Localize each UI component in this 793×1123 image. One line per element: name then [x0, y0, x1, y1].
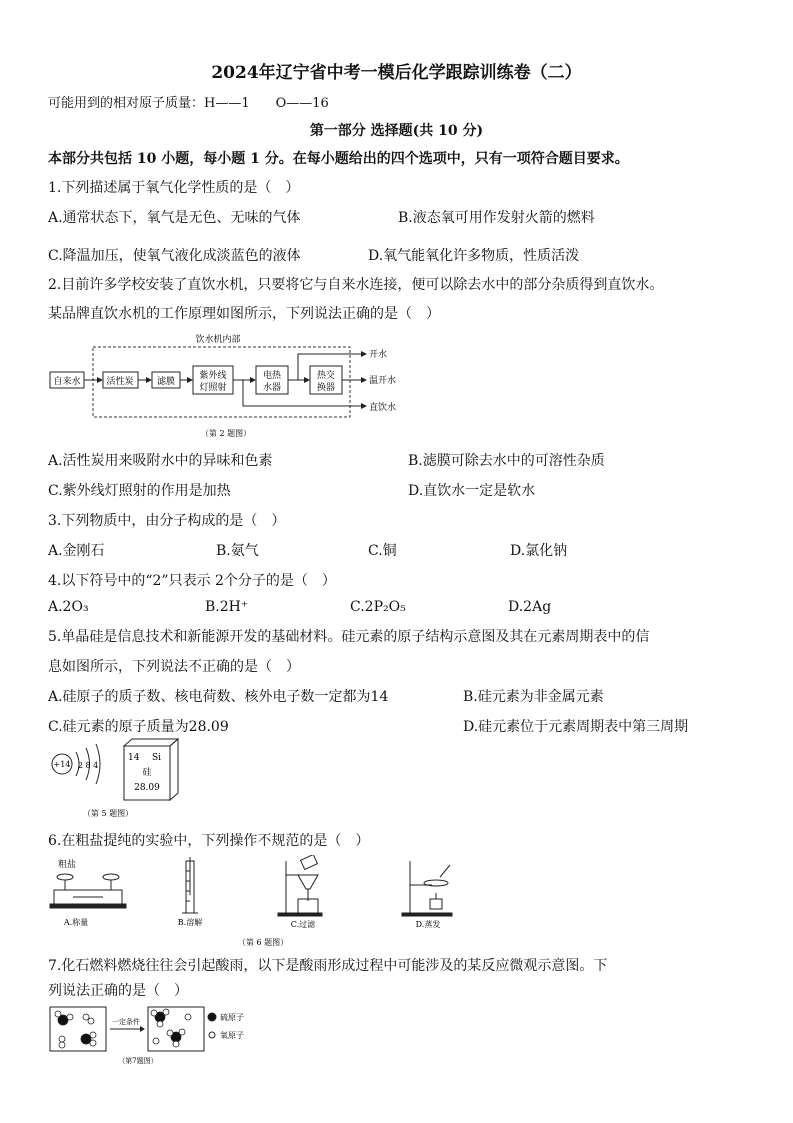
- section-title: 第一部分 选择题(共 10 分): [309, 123, 484, 139]
- q3-option-a: A.金刚石: [48, 543, 105, 559]
- tap-water-label: 自来水: [53, 377, 81, 387]
- q7-stem-line1: 7.化石燃料燃烧往往会引起酸雨，以下是酸雨形成过程中可能涉及的某反应微观示意图。下: [48, 958, 608, 974]
- q2-option-d: D.直饮水一定是软水: [408, 483, 536, 499]
- q4-option-c: C.2P₂O₅: [350, 599, 406, 615]
- q5-option-a: A.硅原子的质子数、核电荷数、核外电子数一定都为14: [48, 689, 389, 705]
- oxygen-legend-label: 氧原子: [220, 1031, 244, 1040]
- q5-option-d: D.硅元素位于元素周期表中第三周期: [463, 719, 689, 735]
- q1-option-b: B.液态氧可用作发射火箭的燃料: [398, 210, 595, 226]
- direct-water-label: 直饮水: [369, 403, 397, 413]
- q3-option-d: D.氯化钠: [510, 543, 568, 559]
- membrane-label: 滤膜: [156, 377, 176, 387]
- carbon-label: 活性炭: [106, 377, 134, 387]
- reaction-condition: 一定条件: [112, 1018, 140, 1026]
- q4-option-a: A.2O₃: [48, 599, 89, 615]
- q5-stem-line1: 5.单晶硅是信息技术和新能源开发的基础材料。硅元素的原子结构示意图及其在元素周期表中的信: [48, 629, 650, 645]
- element-symbol: Si: [152, 753, 162, 763]
- exchanger-label-1: 热交: [316, 371, 336, 381]
- measuring-cylinder: [182, 857, 198, 913]
- heater-label-2: 水器: [262, 383, 282, 393]
- nucleus-charge: +14: [53, 760, 71, 769]
- q6-figure-caption: （第 6 题图）: [237, 938, 289, 947]
- q4-option-d: D.2Ag: [508, 599, 552, 615]
- q5-figure-caption: （第 5 题图）: [82, 809, 134, 818]
- atom-structure-diagram: [52, 744, 100, 784]
- exchanger-label-2: 换器: [316, 383, 336, 393]
- q7-stem-line2: 列说法正确的是（ ）: [48, 983, 188, 999]
- q2-option-b: B.滤膜可除去水中的可溶性杂质: [408, 453, 605, 469]
- boiling-water-label: 开水: [369, 350, 388, 360]
- atomic-mass: 28.09: [134, 783, 160, 793]
- sulfur-legend-label: 硫原子: [220, 1013, 244, 1022]
- q2-stem-line1: 2.目前许多学校安装了直饮水机，只要将它与自来水连接，便可以除去水中的部分杂质得到直饮水。: [48, 277, 664, 293]
- oxygen-legend-marker: [209, 1032, 215, 1038]
- q4-option-b: B.2H⁺: [205, 599, 249, 615]
- balance-apparatus: [50, 858, 126, 908]
- page-title: 2024年辽宁省中考一模后化学跟踪训练卷（二）: [211, 63, 582, 83]
- reaction-microscopic-diagram: [48, 1005, 288, 1067]
- q7-figure-caption: （第7题图）: [118, 1057, 158, 1065]
- uv-label-2: 灯照射: [199, 383, 227, 393]
- q3-option-c: C.铜: [368, 543, 397, 559]
- step-b-label: B.溶解: [177, 918, 203, 927]
- atomic-mass-note: 可能用到的相对原子质量：H——1 O——16: [48, 96, 329, 111]
- q1-option-a: A.通常状态下，氧气是无色、无味的气体: [48, 210, 301, 226]
- q3-stem: 3.下列物质中，由分子构成的是（ ）: [48, 513, 286, 529]
- silicon-figure: [48, 738, 198, 820]
- water-dispenser-diagram: [48, 330, 408, 445]
- uv-label-1: 紫外线: [199, 371, 227, 381]
- element-name: 硅: [142, 768, 152, 778]
- q2-figure-caption: （第 2 题图）: [200, 429, 252, 438]
- electron-shells: 2 8 4: [77, 761, 99, 770]
- q5-option-c: C.硅元素的原子质量为28.09: [48, 719, 229, 735]
- section-instruction: 本部分共包括 10 小题，每小题 1 分。在每小题给出的四个选项中，只有一项符合题目要求。: [48, 151, 629, 167]
- q2-option-c: C.紫外线灯照射的作用是加热: [48, 483, 231, 499]
- salt-purification-figure: [48, 855, 468, 950]
- q4-stem: 4.以下符号中的“2”只表示 2个分子的是（ ）: [48, 573, 336, 589]
- q1-option-c: C.降温加压，使氧气液化成淡蓝色的液体: [48, 248, 301, 264]
- diagram-inside-label: 饮水机内部: [195, 335, 241, 345]
- q6-stem: 6.在粗盐提纯的实验中，下列操作不规范的是（ ）: [48, 833, 370, 849]
- q1-option-d: D.氧气能氧化许多物质，性质活泼: [368, 248, 580, 264]
- q1-stem: 1.下列描述属于氧气化学性质的是（ ）: [48, 180, 300, 196]
- crude-salt-label: 粗盐: [58, 860, 77, 870]
- q2-stem-line2: 某品牌直饮水机的工作原理如图所示，下列说法正确的是（ ）: [48, 306, 440, 322]
- sulfur-legend-marker: [208, 1013, 216, 1021]
- q3-option-b: B.氨气: [216, 543, 259, 559]
- heater-label-1: 电热: [262, 371, 282, 381]
- q5-option-b: B.硅元素为非金属元素: [463, 689, 604, 705]
- evaporation-apparatus: [402, 861, 452, 916]
- periodic-table-cell: [124, 739, 178, 800]
- q5-stem-line2: 息如图所示，下列说法不正确的是（ ）: [48, 659, 300, 675]
- step-a-label: A.称量: [63, 918, 89, 927]
- q2-option-a: A.活性炭用来吸附水中的异味和色素: [48, 453, 273, 469]
- warm-water-label: 温开水: [369, 376, 397, 386]
- step-d-label: D.蒸发: [415, 920, 441, 929]
- atomic-number: 14: [128, 753, 140, 763]
- filtration-apparatus: [278, 855, 322, 916]
- step-c-label: C.过滤: [290, 920, 316, 929]
